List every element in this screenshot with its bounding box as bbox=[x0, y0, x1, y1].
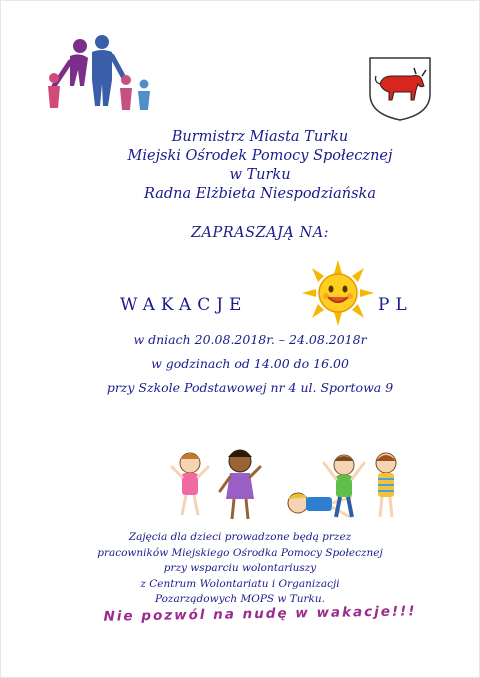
slogan: Nie pozwól na nudę w wakacje!!! bbox=[103, 603, 417, 625]
organizer-mayor: Burmistrz Miasta Turku bbox=[171, 129, 349, 145]
organizer-city: w Turku bbox=[229, 167, 291, 183]
note-line-3: przy wsparciu wolontariuszy bbox=[163, 562, 317, 574]
title-pl: PL bbox=[378, 295, 413, 315]
event-place: przy Szkole Podstawowej nr 4 ul. Sportowa 9 bbox=[106, 380, 394, 395]
note-line-4: z Centrum Wolontariatu i Organizacji bbox=[140, 577, 340, 590]
event-details bbox=[40, 328, 460, 400]
note-line-1: Zajęcia dla dzieci prowadzone będą przez bbox=[128, 531, 352, 543]
note-line-2: pracowników Miejskiego Ośrodka Pomocy Społecznej bbox=[97, 546, 383, 559]
children-illustration-icon bbox=[168, 445, 408, 527]
city-crest-icon bbox=[364, 54, 436, 122]
sun-icon bbox=[300, 258, 376, 328]
note-line-5: Pozarządowych MOPS w Turku. bbox=[154, 593, 326, 605]
organizer-councillor: Radna Elżbieta Niespodziańska bbox=[144, 186, 376, 202]
family-logo-icon bbox=[40, 34, 158, 114]
organizers-block bbox=[60, 128, 460, 204]
organizer-mops: Miejski Ośrodek Pomocy Społecznej bbox=[127, 148, 393, 164]
organizers-note bbox=[50, 530, 430, 608]
event-dates: w dniach 20.08.2018r. – 24.08.2018r bbox=[133, 332, 367, 347]
invite-heading: ZAPRASZAJĄ NA: bbox=[190, 225, 330, 241]
event-hours: w godzinach od 14.00 do 16.00 bbox=[151, 356, 349, 371]
title-wakacje: WAKACJE bbox=[120, 295, 248, 315]
